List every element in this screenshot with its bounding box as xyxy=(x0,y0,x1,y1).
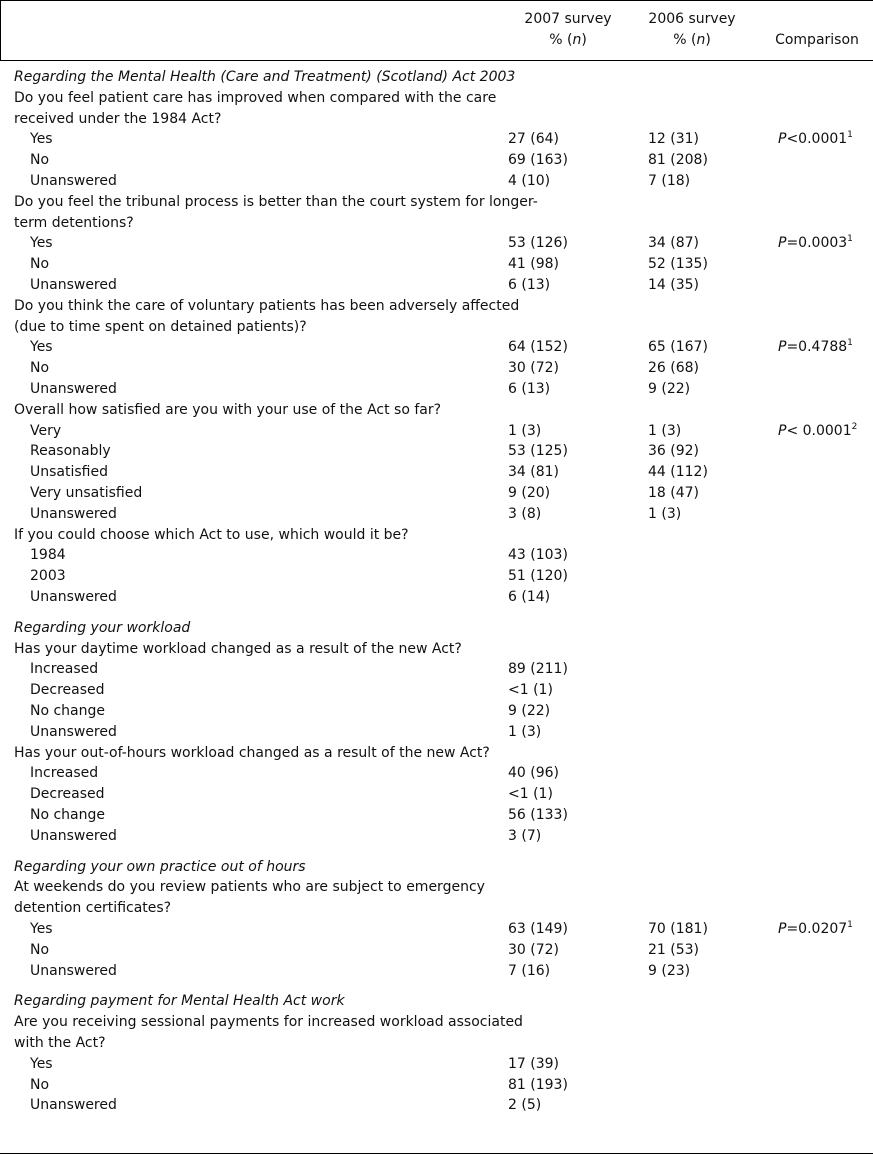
answer-row xyxy=(0,961,873,982)
p-label: P xyxy=(778,339,787,356)
row-label: Unanswered xyxy=(30,962,117,979)
answer-row xyxy=(0,919,873,940)
answer-row xyxy=(0,150,873,171)
value-2006: 1 (3) xyxy=(648,422,682,439)
answer-row xyxy=(0,1054,873,1075)
row-label: Unanswered xyxy=(30,589,117,605)
section-heading xyxy=(0,991,873,1012)
header-2006-title: 2006 survey xyxy=(648,11,736,27)
question-row xyxy=(0,88,873,109)
row-label: Do you feel patient care has improved when compared with the care xyxy=(14,89,497,106)
value-2007: 41 (98) xyxy=(508,256,560,273)
value-2007: <1 (1) xyxy=(508,682,553,699)
row-label: Do you feel the tribunal process is better than the court system for longer- xyxy=(14,193,538,210)
answer-row xyxy=(0,129,873,150)
value-2007: 64 (152) xyxy=(508,339,568,356)
row-label: Yes xyxy=(30,1055,53,1072)
value-2006: 36 (92) xyxy=(648,443,700,460)
value-2007: 63 (149) xyxy=(508,921,568,937)
row-label: (due to time spent on detained patients)? xyxy=(14,318,307,335)
answer-row xyxy=(0,462,873,483)
row-label: No xyxy=(30,941,50,958)
row-label: Unanswered xyxy=(30,173,117,189)
comparison-p-value xyxy=(778,233,868,254)
row-label: Overall how satisfied are you with your use of the Act so far? xyxy=(14,401,442,418)
p-footnote: 1 xyxy=(847,130,853,141)
value-2007: 17 (39) xyxy=(508,1055,560,1072)
question-row xyxy=(0,109,873,130)
row-label: with the Act? xyxy=(14,1035,106,1051)
value-2006: 52 (135) xyxy=(648,256,708,273)
header-rule xyxy=(0,60,873,61)
row-label: Yes xyxy=(30,921,53,937)
p-value: < 0.0001 xyxy=(786,422,852,439)
answer-row xyxy=(0,254,873,275)
value-2007: 30 (72) xyxy=(508,360,560,377)
question-row xyxy=(0,213,873,234)
row-label: Reasonably xyxy=(30,443,111,460)
value-2007: 1 (3) xyxy=(508,723,542,740)
table-top-rule xyxy=(0,0,873,1)
value-2006: 9 (23) xyxy=(648,962,691,979)
value-2007: <1 (1) xyxy=(508,786,553,803)
answer-row xyxy=(0,701,873,722)
answer-row xyxy=(0,1075,873,1096)
row-label: No xyxy=(30,152,50,169)
row-label: Unanswered xyxy=(30,277,117,293)
value-2007: 51 (120) xyxy=(508,568,568,585)
answer-row xyxy=(0,483,873,504)
row-label: Unanswered xyxy=(30,827,117,844)
row-label: Very unsatisfied xyxy=(30,485,143,501)
row-label: No change xyxy=(30,807,106,823)
answer-row xyxy=(0,805,873,826)
section-heading xyxy=(0,618,873,639)
answer-row xyxy=(0,659,873,680)
answer-row xyxy=(0,566,873,587)
value-2006: 18 (47) xyxy=(648,485,700,501)
question-row xyxy=(0,898,873,919)
answer-row xyxy=(0,940,873,961)
answer-row xyxy=(0,826,873,847)
value-2006: 70 (181) xyxy=(648,921,708,937)
row-label: No xyxy=(30,360,50,377)
header-2007-survey xyxy=(508,9,628,51)
row-label: Has your out-of-hours workload changed as a result of the new Act? xyxy=(14,744,490,761)
value-2006: 7 (18) xyxy=(648,173,691,189)
answer-row xyxy=(0,504,873,525)
question-row xyxy=(0,639,873,660)
row-label: Unanswered xyxy=(30,505,117,522)
row-label: Regarding your own practice out of hours xyxy=(14,858,306,875)
header-comparison: Comparison xyxy=(775,32,859,48)
row-label: No xyxy=(30,256,50,273)
value-2007: 56 (133) xyxy=(508,807,568,823)
row-label: Increased xyxy=(30,661,99,678)
row-label: Are you receiving sessional payments for increased workload associated xyxy=(14,1014,523,1031)
value-2007: 9 (20) xyxy=(508,485,551,501)
p-label: P xyxy=(778,921,787,937)
value-2007: 6 (13) xyxy=(508,381,551,397)
row-label: Yes xyxy=(30,339,53,356)
row-label: Has your daytime workload changed as a result of the new Act? xyxy=(14,640,462,657)
question-row xyxy=(0,296,873,317)
p-footnote: 1 xyxy=(847,920,853,930)
value-2007: 53 (126) xyxy=(508,235,568,252)
question-row xyxy=(0,743,873,764)
p-footnote: 2 xyxy=(851,421,858,432)
row-label: If you could choose which Act to use, which would it be? xyxy=(14,526,409,543)
value-2006: 34 (87) xyxy=(648,235,700,252)
value-2006: 9 (22) xyxy=(648,381,691,397)
answer-row xyxy=(0,722,873,743)
value-2007: 43 (103) xyxy=(508,547,568,564)
p-label: P xyxy=(778,235,787,252)
answer-row xyxy=(0,275,873,296)
question-row xyxy=(0,192,873,213)
row-label: Yes xyxy=(30,131,53,148)
row-label: No change xyxy=(30,703,106,719)
row-label: Decreased xyxy=(30,786,105,803)
row-label: term detentions? xyxy=(14,214,134,231)
section-heading xyxy=(0,67,873,88)
answer-row xyxy=(0,1095,873,1116)
value-2007: 3 (8) xyxy=(508,505,542,522)
answer-row xyxy=(0,784,873,805)
row-label: detention certificates? xyxy=(14,900,172,917)
answer-row xyxy=(0,337,873,358)
row-label: Do you think the care of voluntary patients has been adversely affected xyxy=(14,297,520,314)
question-row xyxy=(0,1012,873,1033)
row-label: Regarding your workload xyxy=(14,619,191,636)
value-2006: 14 (35) xyxy=(648,277,700,293)
answer-row xyxy=(0,441,873,462)
answer-row xyxy=(0,358,873,379)
value-2007: 9 (22) xyxy=(508,703,551,719)
value-2007: 27 (64) xyxy=(508,131,560,148)
value-2007: 3 (7) xyxy=(508,827,542,844)
value-2006: 21 (53) xyxy=(648,941,700,958)
p-value: =0.4788 xyxy=(786,339,848,356)
row-label: Regarding the Mental Health (Care and Treatment) (Scotland) Act 2003 xyxy=(14,69,516,85)
answer-row xyxy=(0,379,873,400)
header-2006-survey xyxy=(632,9,752,51)
row-label: 1984 xyxy=(30,547,66,564)
comparison-p-value xyxy=(778,919,868,940)
value-2007: 30 (72) xyxy=(508,941,560,958)
comparison-p-value xyxy=(778,337,868,358)
row-label: Unanswered xyxy=(30,1097,117,1114)
value-2007: 2 (5) xyxy=(508,1097,542,1114)
value-2006: 65 (167) xyxy=(648,339,708,356)
value-2006: 12 (31) xyxy=(648,131,700,148)
row-label: Increased xyxy=(30,765,99,782)
header-2006-unit: % (n) xyxy=(673,32,711,48)
value-2007: 4 (10) xyxy=(508,173,551,189)
value-2007: 34 (81) xyxy=(508,464,560,481)
value-2006: 26 (68) xyxy=(648,360,700,377)
row-label: Very xyxy=(30,422,62,439)
p-footnote: 1 xyxy=(847,234,853,245)
question-row xyxy=(0,877,873,898)
header-left-border xyxy=(0,0,1,60)
question-row xyxy=(0,400,873,421)
p-label: P xyxy=(778,422,787,439)
p-value: <0.0001 xyxy=(786,131,848,148)
answer-row xyxy=(0,587,873,608)
value-2006: 44 (112) xyxy=(648,464,708,481)
question-row xyxy=(0,1033,873,1054)
value-2007: 7 (16) xyxy=(508,962,551,979)
value-2007: 81 (193) xyxy=(508,1076,568,1093)
row-label: Decreased xyxy=(30,682,105,699)
row-label: Yes xyxy=(30,235,53,252)
value-2007: 53 (125) xyxy=(508,443,568,460)
p-value: =0.0003 xyxy=(786,235,848,252)
value-2007: 89 (211) xyxy=(508,661,568,678)
answer-row xyxy=(0,545,873,566)
p-label: P xyxy=(778,131,787,148)
section-heading xyxy=(0,857,873,878)
answer-row xyxy=(0,763,873,784)
value-2007: 6 (14) xyxy=(508,589,551,605)
row-label: Unanswered xyxy=(30,381,117,397)
header-2007-title: 2007 survey xyxy=(524,11,612,27)
header-2007-unit: % (n) xyxy=(549,32,587,48)
answer-row xyxy=(0,233,873,254)
row-label: Unsatisfied xyxy=(30,464,108,481)
row-label: Unanswered xyxy=(30,723,117,740)
row-label: At weekends do you review patients who are subject to emergency xyxy=(14,879,485,896)
row-label: received under the 1984 Act? xyxy=(14,110,222,127)
value-2007: 40 (96) xyxy=(508,765,560,782)
comparison-p-value xyxy=(778,421,868,442)
answer-row xyxy=(0,680,873,701)
p-footnote: 1 xyxy=(847,338,853,349)
row-label: Regarding payment for Mental Health Act work xyxy=(14,993,345,1010)
value-2006: 1 (3) xyxy=(648,505,682,522)
answer-row xyxy=(0,421,873,442)
question-row xyxy=(0,525,873,546)
value-2007: 6 (13) xyxy=(508,277,551,293)
row-label: No xyxy=(30,1076,50,1093)
answer-row xyxy=(0,171,873,192)
comparison-p-value xyxy=(778,129,868,150)
p-value: =0.0207 xyxy=(786,921,848,937)
value-2007: 1 (3) xyxy=(508,422,542,439)
row-label: 2003 xyxy=(30,568,66,585)
value-2006: 81 (208) xyxy=(648,152,708,169)
table-bottom-rule xyxy=(0,1153,873,1154)
question-row xyxy=(0,317,873,338)
value-2007: 69 (163) xyxy=(508,152,568,169)
